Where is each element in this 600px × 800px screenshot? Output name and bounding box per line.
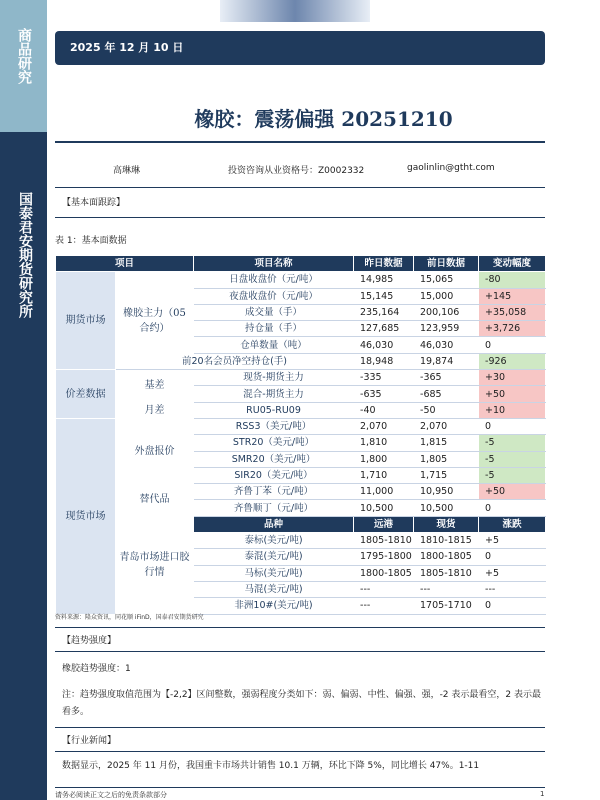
row-far: 1800-1805 — [354, 565, 414, 581]
row-spot: --- — [414, 581, 479, 597]
row-yesterday: -40 — [354, 402, 414, 418]
row-far: --- — [354, 581, 414, 597]
sidebar-bottom-label: 国泰君安期货研究所 — [17, 192, 33, 318]
section-divider — [55, 751, 545, 752]
row-yesterday: 15,145 — [354, 288, 414, 304]
row-far: --- — [354, 598, 414, 614]
row-yesterday: 14,985 — [354, 272, 414, 288]
category-qingdao: 青岛市场进口胶行情 — [116, 516, 194, 614]
author-license: 投资咨询从业资格号：Z0002332 — [228, 166, 365, 176]
news-paragraph: 数据显示，2025 年 11 月份，我国重卡市场共计销售 10.1 万辆，环比下降 5%，同比增长 47%。1-11 — [62, 761, 480, 771]
row-yesterday: 2,070 — [354, 418, 414, 434]
header-name: 项目名称 — [194, 256, 354, 272]
row-change: -926 — [479, 353, 546, 369]
table-source: 资料来源：隆众资讯，同花顺 iFinD，国泰君安期货研究 — [55, 614, 204, 621]
row-far: 1795-1800 — [354, 549, 414, 565]
row-change: 0 — [479, 500, 546, 516]
row-change: +3,726 — [479, 321, 546, 337]
table-row — [56, 484, 546, 500]
row-prevday: 19,874 — [414, 353, 479, 369]
row-name: 马混(美元/吨) — [194, 581, 354, 597]
row-change: +5 — [479, 565, 546, 581]
section-divider — [55, 627, 545, 628]
row-name: STR20（美元/吨） — [194, 435, 354, 451]
row-spot: 1705-1710 — [414, 598, 479, 614]
footer-disclaimer: 请务必阅读正文之后的免责条款部分 — [55, 791, 167, 799]
row-change: +35,058 — [479, 304, 546, 320]
row-yesterday: 127,685 — [354, 321, 414, 337]
table-row — [56, 370, 546, 386]
row-name: 泰标(美元/吨) — [194, 533, 354, 549]
row-spot: 1810-1815 — [414, 533, 479, 549]
row-change: +145 — [479, 288, 546, 304]
row-name: 持仓量（手） — [194, 321, 354, 337]
row-name: RU05-RU09 — [194, 402, 354, 418]
report-title: 橡胶：震荡偏强 20251210 — [194, 107, 453, 131]
row-change: -5 — [479, 467, 546, 483]
table-header-row — [56, 256, 546, 272]
row-yesterday: 1,810 — [354, 435, 414, 451]
section-divider — [55, 727, 545, 728]
header-yesterday: 昨日数据 — [354, 256, 414, 272]
row-change: -5 — [479, 435, 546, 451]
row-change: +10 — [479, 402, 546, 418]
row-yesterday: 1,710 — [354, 467, 414, 483]
author-email[interactable]: gaolinlin@gtht.com — [407, 163, 495, 173]
row-change: 0 — [479, 549, 546, 565]
row-change: 0 — [479, 337, 546, 353]
row-name: SMR20（美元/吨） — [194, 451, 354, 467]
row-yesterday: 235,164 — [354, 304, 414, 320]
header-item: 项目 — [56, 256, 194, 272]
row-prevday: -365 — [414, 370, 479, 386]
row-name: 夜盘收盘价（元/吨） — [194, 288, 354, 304]
row-name: 非洲10#(美元/吨) — [194, 598, 354, 614]
header-change: 变动幅度 — [479, 256, 546, 272]
section-divider — [55, 187, 545, 188]
author-name: 高琳琳 — [113, 166, 141, 176]
row-change: -5 — [479, 451, 546, 467]
category-basis: 基差 — [116, 370, 194, 403]
row-yesterday: 10,500 — [354, 500, 414, 516]
row-prevday: 15,000 — [414, 288, 479, 304]
footer-divider — [55, 787, 545, 788]
section-divider — [55, 651, 545, 652]
row-change: --- — [479, 581, 546, 597]
row-name: RSS3（美元/吨） — [194, 418, 354, 434]
row-yesterday: 11,000 — [354, 484, 414, 500]
row-change: -80 — [479, 272, 546, 288]
qingdao-header-spot: 现货 — [414, 516, 479, 532]
row-change: 0 — [479, 598, 546, 614]
row-prevday: 1,815 — [414, 435, 479, 451]
row-name: 齐鲁顺丁（元/吨） — [194, 500, 354, 516]
category-futures-sub: 橡胶主力（05合约） — [116, 288, 194, 353]
sidebar-bottom — [0, 132, 47, 800]
row-change: +30 — [479, 370, 546, 386]
row-prevday: 200,106 — [414, 304, 479, 320]
category-futures: 期货市场 — [56, 272, 116, 370]
row-name: SIR20（美元/吨） — [194, 467, 354, 483]
qingdao-header-variety: 品种 — [194, 516, 354, 532]
row-name: 日盘收盘价（元/吨） — [194, 272, 354, 288]
section-heading-basic: 【基本面跟踪】 — [62, 198, 126, 208]
table-caption: 表 1：基本面数据 — [55, 236, 127, 246]
row-name: 仓单数量（吨） — [194, 337, 354, 353]
qingdao-header-change: 涨跌 — [479, 516, 546, 532]
row-spot: 1800-1805 — [414, 549, 479, 565]
table-row — [56, 353, 546, 369]
table-row — [56, 402, 546, 418]
table-row — [56, 418, 546, 434]
date-bar — [55, 31, 545, 65]
row-prevday: 10,500 — [414, 500, 479, 516]
row-name: 泰混(美元/吨) — [194, 549, 354, 565]
category-price: 价差数据 — [56, 370, 116, 419]
trend-value: 橡胶趋势强度：1 — [62, 664, 131, 674]
category-outer: 外盘报价 — [116, 418, 194, 483]
row-prevday: 1,805 — [414, 451, 479, 467]
row-far: 1805-1810 — [354, 533, 414, 549]
section-divider — [55, 217, 545, 218]
title-divider — [55, 141, 545, 143]
row-prevday: -50 — [414, 402, 479, 418]
row-prevday: 10,950 — [414, 484, 479, 500]
table-row — [56, 288, 546, 304]
sidebar-top-label: 商品研究 — [16, 28, 32, 84]
row-prevday: 2,070 — [414, 418, 479, 434]
row-yesterday: 18,948 — [354, 353, 414, 369]
page-number: 1 — [540, 790, 545, 798]
row-prevday: 1,715 — [414, 467, 479, 483]
row-prevday: 123,959 — [414, 321, 479, 337]
row-prevday: 15,065 — [414, 272, 479, 288]
table-row — [56, 272, 546, 288]
row-name: 前20名会员净空持仓(手) — [116, 353, 354, 369]
report-date: 2025 年 12 月 10 日 — [70, 41, 184, 54]
row-name: 齐鲁丁苯（元/吨） — [194, 484, 354, 500]
row-change: +5 — [479, 533, 546, 549]
row-spot: 1805-1810 — [414, 565, 479, 581]
qingdao-header-far: 远港 — [354, 516, 414, 532]
row-yesterday: 46,030 — [354, 337, 414, 353]
trend-note: 注：趋势强度取值范围为【-2,2】区间整数，强弱程度分类如下：弱、偏弱、中性、偏强、强，-2 表示最看空，2 表示最看多。 — [62, 690, 541, 717]
header-prevday: 前日数据 — [414, 256, 479, 272]
category-substitute: 替代品 — [116, 484, 194, 517]
row-change: 0 — [479, 418, 546, 434]
row-yesterday: -635 — [354, 386, 414, 402]
row-yesterday: 1,800 — [354, 451, 414, 467]
qingdao-header-row — [56, 516, 546, 532]
row-name: 马标(美元/吨) — [194, 565, 354, 581]
row-prevday: 46,030 — [414, 337, 479, 353]
section-heading-trend: 【趋势强度】 — [62, 636, 117, 646]
row-name: 现货-期货主力 — [194, 370, 354, 386]
row-name: 成交量（手） — [194, 304, 354, 320]
row-prevday: -685 — [414, 386, 479, 402]
category-spread: 月差 — [116, 402, 194, 418]
section-heading-news: 【行业新闻】 — [62, 736, 117, 746]
header-logo-banner — [220, 0, 370, 22]
fundamentals-table — [55, 255, 546, 615]
row-change: +50 — [479, 386, 546, 402]
row-change: +50 — [479, 484, 546, 500]
category-spot: 现货市场 — [56, 418, 116, 614]
row-yesterday: -335 — [354, 370, 414, 386]
row-name: 混合-期货主力 — [194, 386, 354, 402]
